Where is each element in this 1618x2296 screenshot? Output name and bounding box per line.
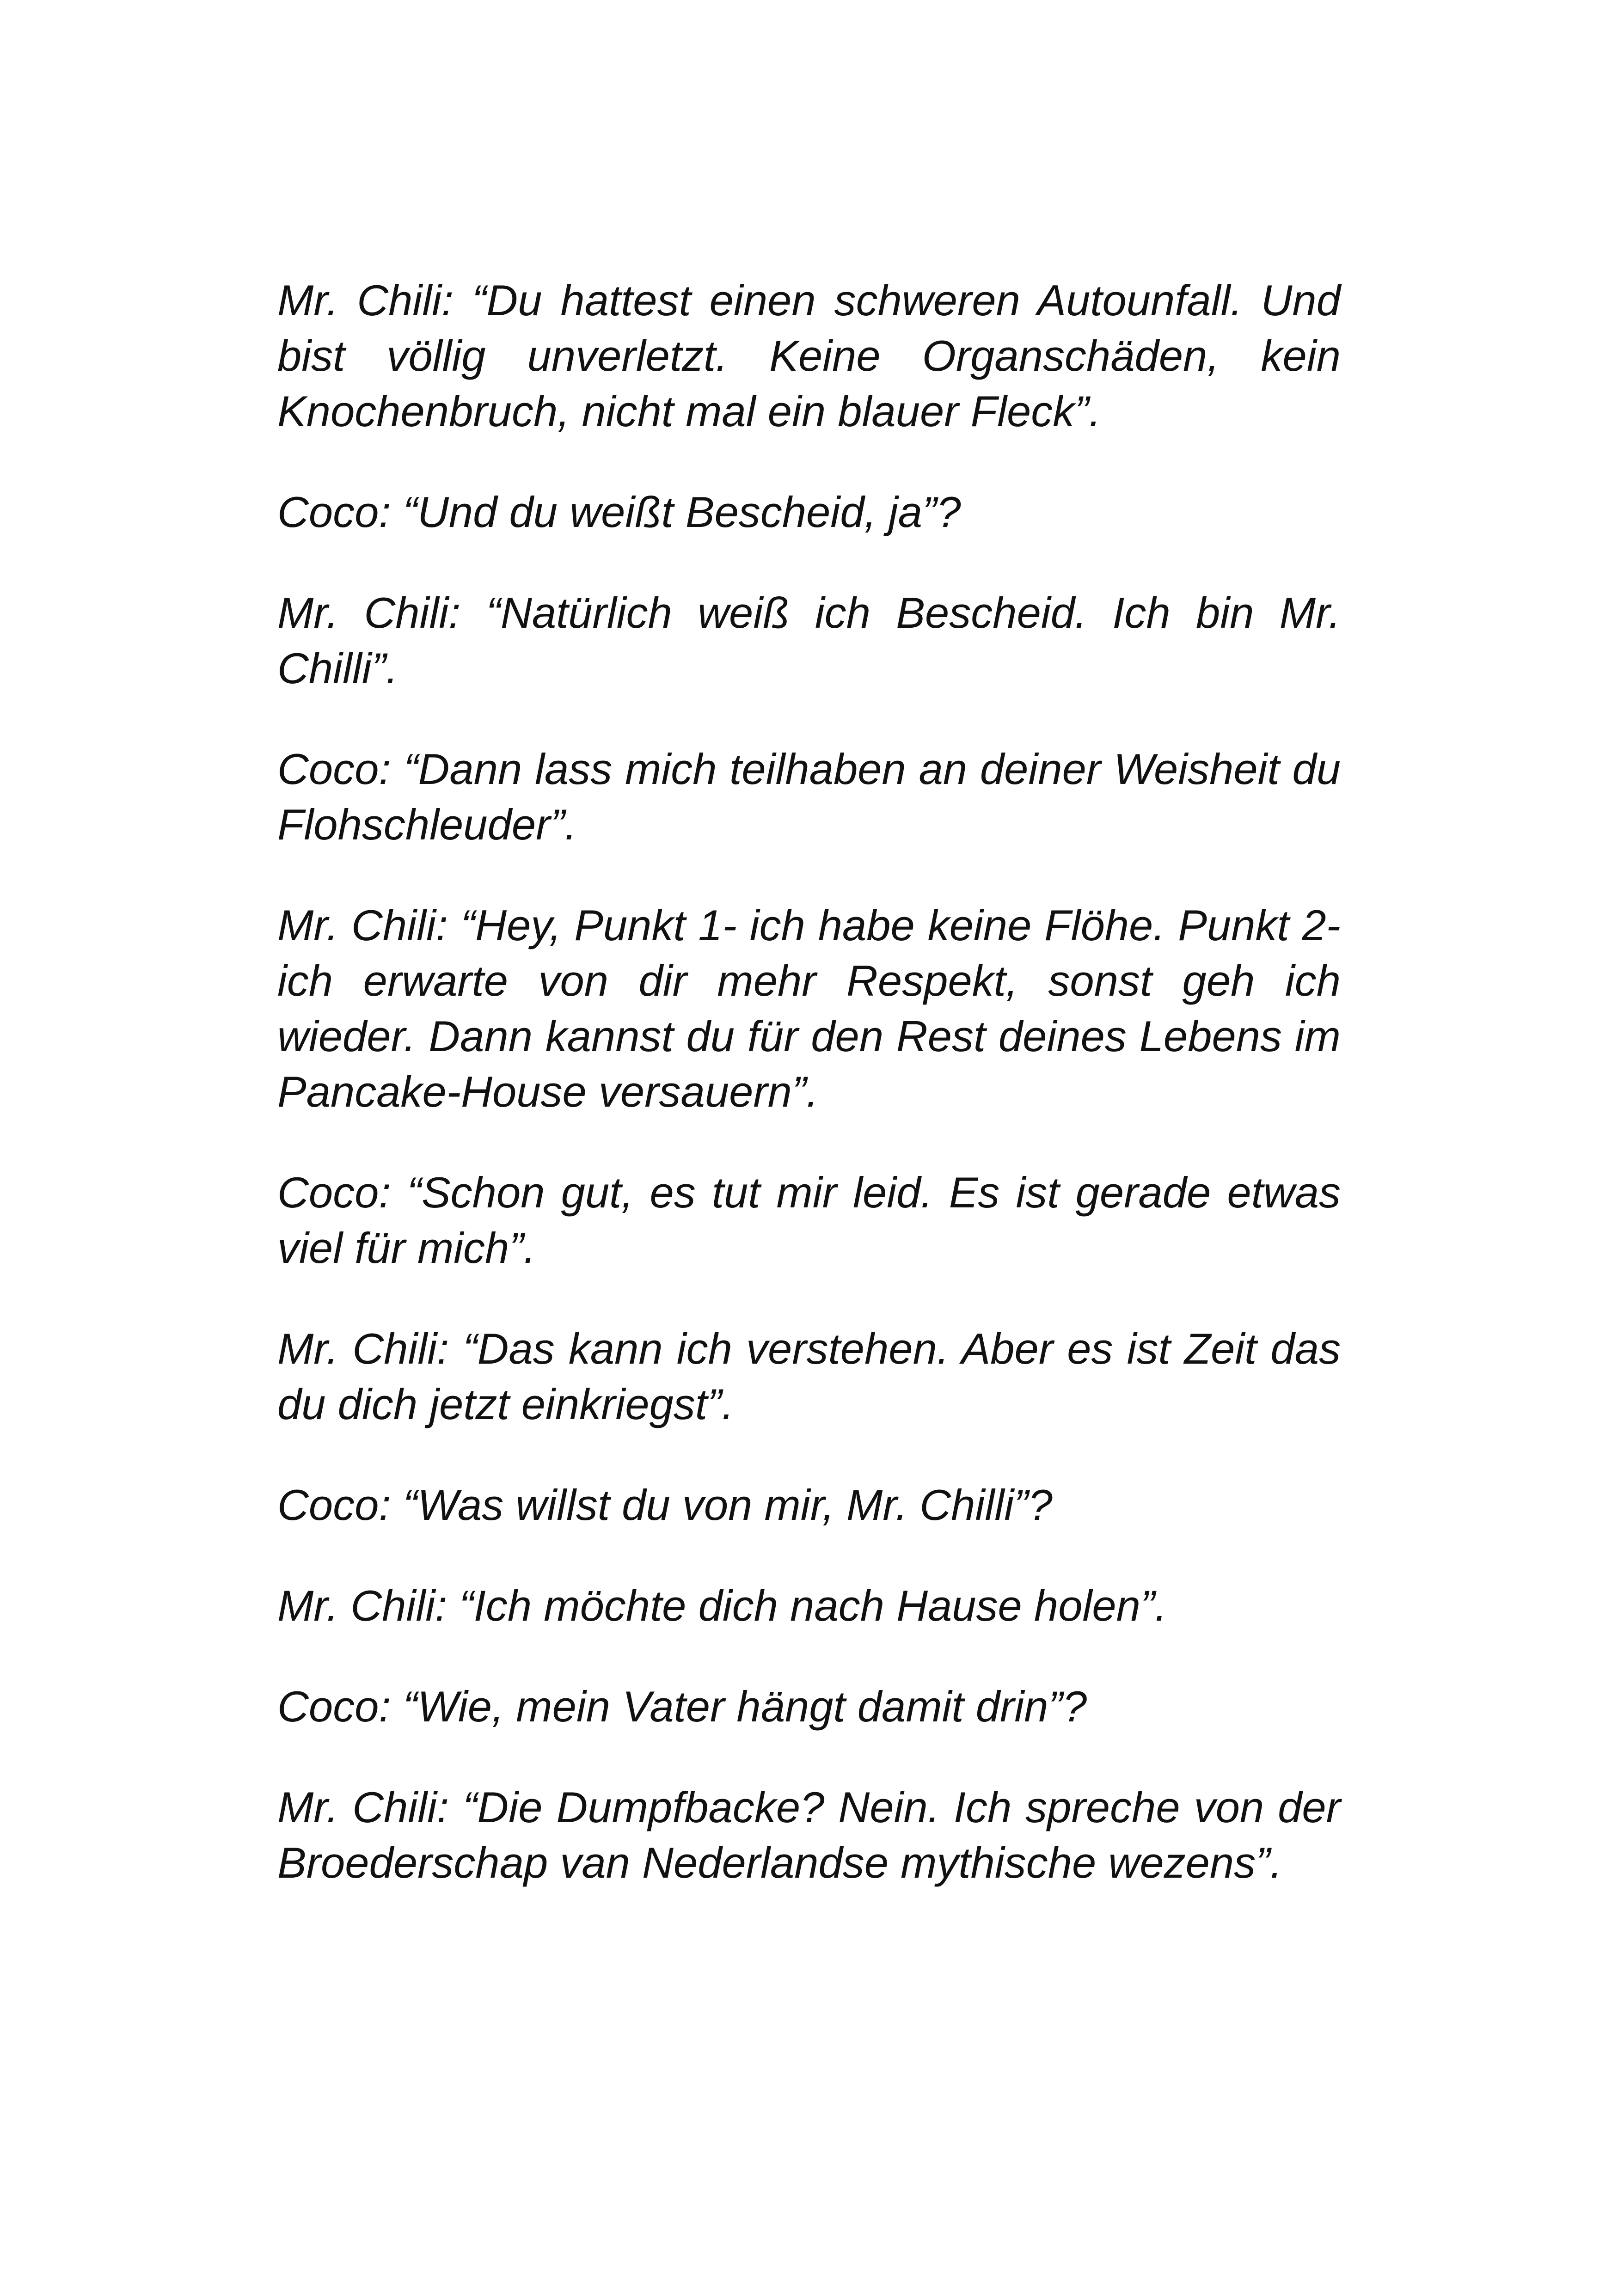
dialogue-text: [277, 273, 1341, 1936]
dialogue-paragraph-10: Coco: “Wie, mein Vater hängt damit drin”?: [277, 1682, 1087, 1731]
dialogue-paragraph-7: Mr. Chili: “Das kann ich verstehen. Aber es ist Zeit das du dich jetzt einkriegst”.: [277, 1324, 1341, 1428]
dialogue-paragraph-1: Mr. Chili: “Du hattest einen schweren Autounfall. Und bist völlig unverletzt. Keine Organschäden, kein Knochenbruch, nicht mal ein blauer Fleck”.: [277, 276, 1341, 435]
dialogue-paragraph-4: Coco: “Dann lass mich teilhaben an deiner Weisheit du Flohschleuder”.: [277, 745, 1341, 849]
dialogue-paragraph-11: Mr. Chili: “Die Dumpfbacke? Nein. Ich spreche von der Broederschap van Nederlandse mythische wezens”.: [277, 1783, 1341, 1887]
dialogue-paragraph-6: Coco: “Schon gut, es tut mir leid. Es ist gerade etwas viel für mich”.: [277, 1168, 1341, 1272]
dialogue-paragraph-2: Coco: “Und du weißt Bescheid, ja”?: [277, 488, 961, 536]
dialogue-paragraph-5: Mr. Chili: “Hey, Punkt 1- ich habe keine Flöhe. Punkt 2- ich erwarte von dir mehr Respekt, sonst geh ich wieder. Dann kannst du für den Rest deines Lebens im Pancake-House versauern”.: [277, 901, 1341, 1116]
dialogue-paragraph-3: Mr. Chili: “Natürlich weiß ich Bescheid. Ich bin Mr. Chilli”.: [277, 588, 1341, 692]
dialogue-paragraph-9: Mr. Chili: “Ich möchte dich nach Hause holen”.: [277, 1581, 1167, 1630]
dialogue-paragraph-8: Coco: “Was willst du von mir, Mr. Chilli”?: [277, 1481, 1053, 1529]
